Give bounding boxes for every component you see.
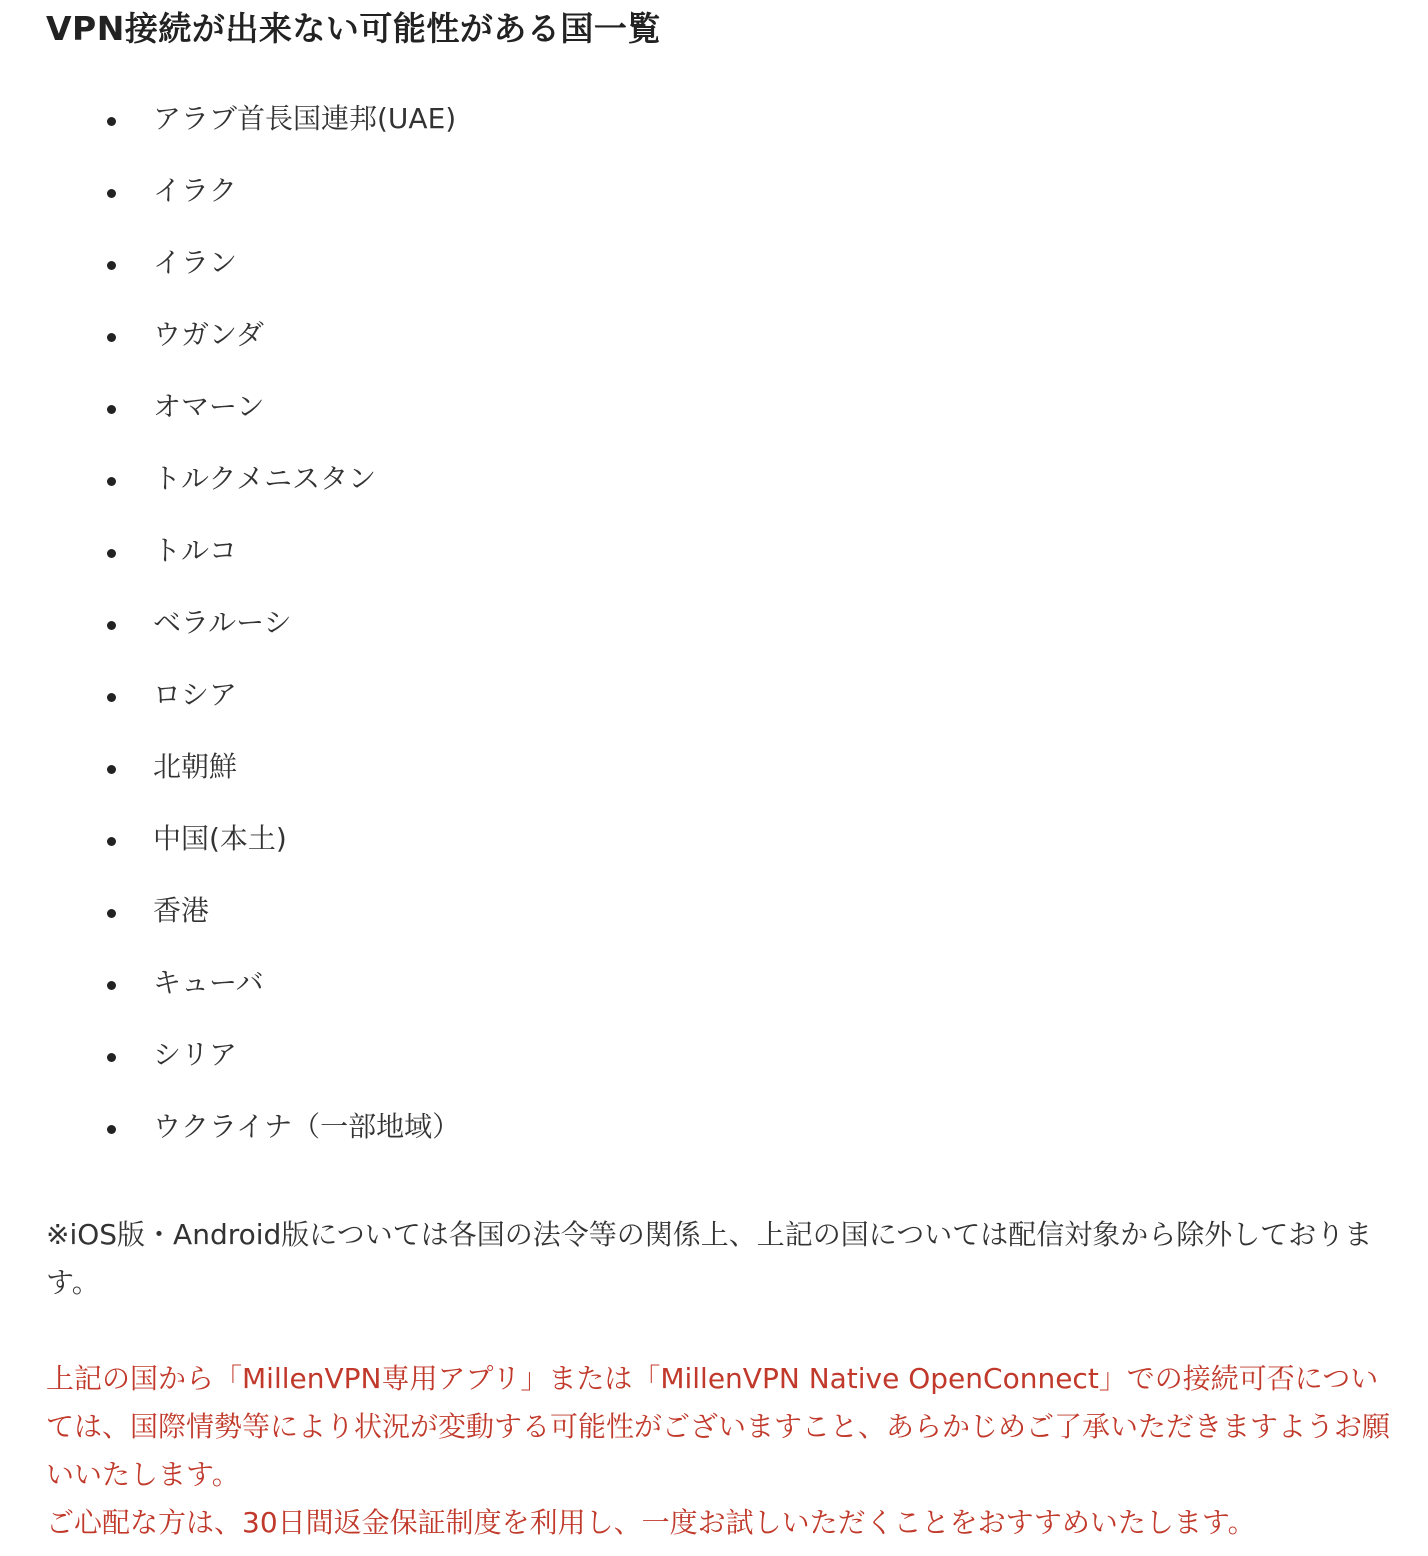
list-item (46, 317, 1398, 389)
bullet-icon (107, 693, 116, 702)
bullet-icon (107, 765, 116, 774)
country-name: 北朝鮮 (153, 750, 238, 783)
list-item (46, 173, 1398, 245)
list-item (46, 1109, 1398, 1181)
list-item (46, 749, 1398, 821)
connection-notice (46, 1355, 1398, 1547)
country-name: ウガンダ (153, 318, 264, 351)
bullet-icon (107, 1053, 116, 1062)
country-name: アラブ首長国連邦(UAE) (153, 102, 457, 135)
country-name: 香港 (153, 894, 210, 927)
list-item (46, 893, 1398, 965)
list-item (46, 965, 1398, 1037)
bullet-icon (107, 189, 116, 198)
country-name: 中国(本土) (153, 822, 287, 855)
list-item (46, 533, 1398, 605)
list-item (46, 461, 1398, 533)
country-name: イラク (153, 174, 238, 207)
country-name: トルコ (153, 534, 238, 567)
list-item (46, 605, 1398, 677)
list-item (46, 821, 1398, 893)
country-name: オマーン (153, 390, 265, 423)
bullet-icon (107, 405, 116, 414)
page-title: VPN接続が出来ない可能性がある国一覧 (46, 9, 661, 48)
list-item (46, 1037, 1398, 1109)
country-name: シリア (153, 1038, 238, 1071)
country-name: ウクライナ（一部地域） (153, 1110, 461, 1143)
bullet-icon (107, 621, 116, 630)
bullet-icon (107, 117, 116, 126)
country-name: キューバ (153, 966, 264, 999)
list-item (46, 245, 1398, 317)
notice-paragraph: 上記の国から「MillenVPN専用アプリ」または「MillenVPN Native OpenConnect」での接続可否については、国際情勢等により状況が変動する可能性がございますこと、あらかじめご了承いただきますようお願いいたします。 (46, 1362, 1391, 1491)
country-name: ロシア (153, 678, 238, 711)
country-name: トルクメニスタン (153, 462, 377, 495)
country-name: イラン (153, 246, 238, 279)
country-list (46, 101, 1398, 1181)
country-name: ベラルーシ (153, 606, 292, 639)
bullet-icon (107, 1125, 116, 1134)
bullet-icon (107, 261, 116, 270)
notice-paragraph: ご心配な方は、30日間返金保証制度を利用し、一度お試しいただくことをおすすめいたします。 (46, 1506, 1256, 1539)
bullet-icon (107, 837, 116, 846)
list-item (46, 389, 1398, 461)
distribution-note: ※iOS版・Android版については各国の法令等の関係上、上記の国については配信対象から除外しております。 (46, 1218, 1373, 1299)
list-item (46, 101, 1398, 173)
bullet-icon (107, 909, 116, 918)
bullet-icon (107, 333, 116, 342)
bullet-icon (107, 477, 116, 486)
list-item (46, 677, 1398, 749)
bullet-icon (107, 549, 116, 558)
bullet-icon (107, 981, 116, 990)
